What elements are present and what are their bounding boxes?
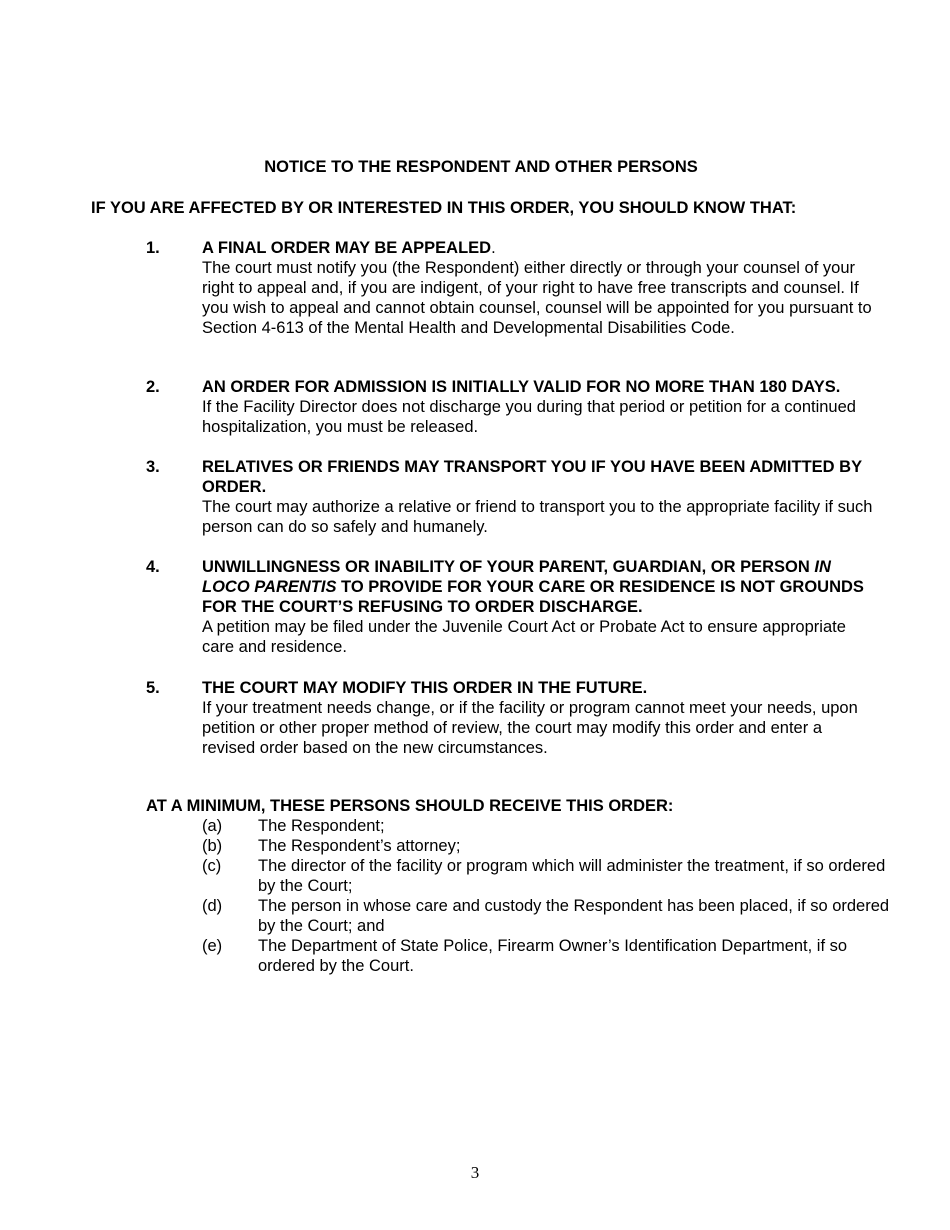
recipient-text: The Respondent’s attorney; — [258, 837, 461, 855]
recipient-letter: (c) — [202, 857, 222, 875]
item-text: If your treatment needs change, or if the facility or program cannot meet your needs, upon petition or other proper method of review, the court may modify this order and enter a revised order based on the new circumstances. — [202, 699, 858, 757]
item-heading: AN ORDER FOR ADMISSION IS INITIALLY VALID FOR NO MORE THAN 180 DAYS. — [202, 378, 841, 396]
item-text: A petition may be filed under the Juvenile Court Act or Probate Act to ensure appropriate care and residence. — [202, 618, 846, 656]
notice-item-2 — [146, 377, 876, 437]
recipient-text: The director of the facility or program which will administer the treatment, if so ordered by the Court; — [258, 857, 886, 895]
recipient-letter: (d) — [202, 897, 223, 915]
item-text: The court must notify you (the Respondent) either directly or through your counsel of your right to appeal and, if you are indigent, of your right to have free transcripts and counsel. If you wish to appeal and cannot obtain counsel, counsel will be appointed for you pursuant to Section 4-613 of the Mental Health and Developmental Disabilities Code. — [202, 259, 872, 337]
notice-title: NOTICE TO THE RESPONDENT AND OTHER PERSONS — [264, 158, 698, 176]
recipients-list — [202, 816, 892, 976]
notice-item-1 — [146, 238, 876, 338]
item-number: 2. — [146, 378, 160, 396]
recipient-text: The person in whose care and custody the Respondent has been placed, if so ordered by the Court; and — [258, 897, 890, 935]
list-item — [202, 836, 892, 856]
recipient-letter: (e) — [202, 937, 223, 955]
item-number: 4. — [146, 558, 160, 576]
item-text: If the Facility Director does not discharge you during that period or petition for a continued hospitalization, you must be released. — [202, 398, 856, 436]
item-number: 1. — [146, 239, 160, 257]
list-item — [202, 816, 892, 836]
recipient-text: The Department of State Police, Firearm Owner’s Identification Department, if so ordered by the Court. — [258, 937, 848, 975]
list-item — [202, 896, 892, 936]
item-heading-italic: IN LOCO PARENTIS — [202, 558, 831, 596]
recipient-letter: (a) — [202, 817, 223, 835]
recipient-text: The Respondent; — [258, 817, 385, 835]
item-number: 3. — [146, 458, 160, 476]
notice-item-4 — [146, 557, 876, 657]
item-heading-part2: TO PROVIDE FOR YOUR CARE OR RESIDENCE IS NOT GROUNDS FOR THE COURT’S REFUSING TO ORDER DISCHARGE. — [202, 578, 864, 616]
notice-item-3 — [146, 457, 876, 537]
notice-item-5 — [146, 678, 876, 758]
item-heading: RELATIVES OR FRIENDS MAY TRANSPORT YOU IF YOU HAVE BEEN ADMITTED BY ORDER. — [202, 458, 862, 496]
notice-intro: IF YOU ARE AFFECTED BY OR INTERESTED IN THIS ORDER, YOU SHOULD KNOW THAT: — [91, 199, 797, 217]
recipients-heading: AT A MINIMUM, THESE PERSONS SHOULD RECEIVE THIS ORDER: — [146, 797, 674, 815]
page-number: 3 — [470, 1163, 480, 1182]
recipient-letter: (b) — [202, 837, 223, 855]
item-heading-text: A FINAL ORDER MAY BE APPEALED — [202, 239, 492, 257]
item-heading — [202, 238, 876, 258]
item-heading-part1: UNWILLINGNESS OR INABILITY OF YOUR PARENT, GUARDIAN, OR PERSON — [202, 558, 815, 576]
item-text: The court may authorize a relative or friend to transport you to the appropriate facility if such person can do so safely and humanely. — [202, 498, 873, 536]
item-heading — [202, 557, 876, 617]
list-item — [202, 936, 892, 976]
item-heading: THE COURT MAY MODIFY THIS ORDER IN THE FUTURE. — [202, 679, 648, 697]
item-heading-suffix: . — [491, 239, 496, 257]
list-item — [202, 856, 892, 896]
item-number: 5. — [146, 679, 160, 697]
